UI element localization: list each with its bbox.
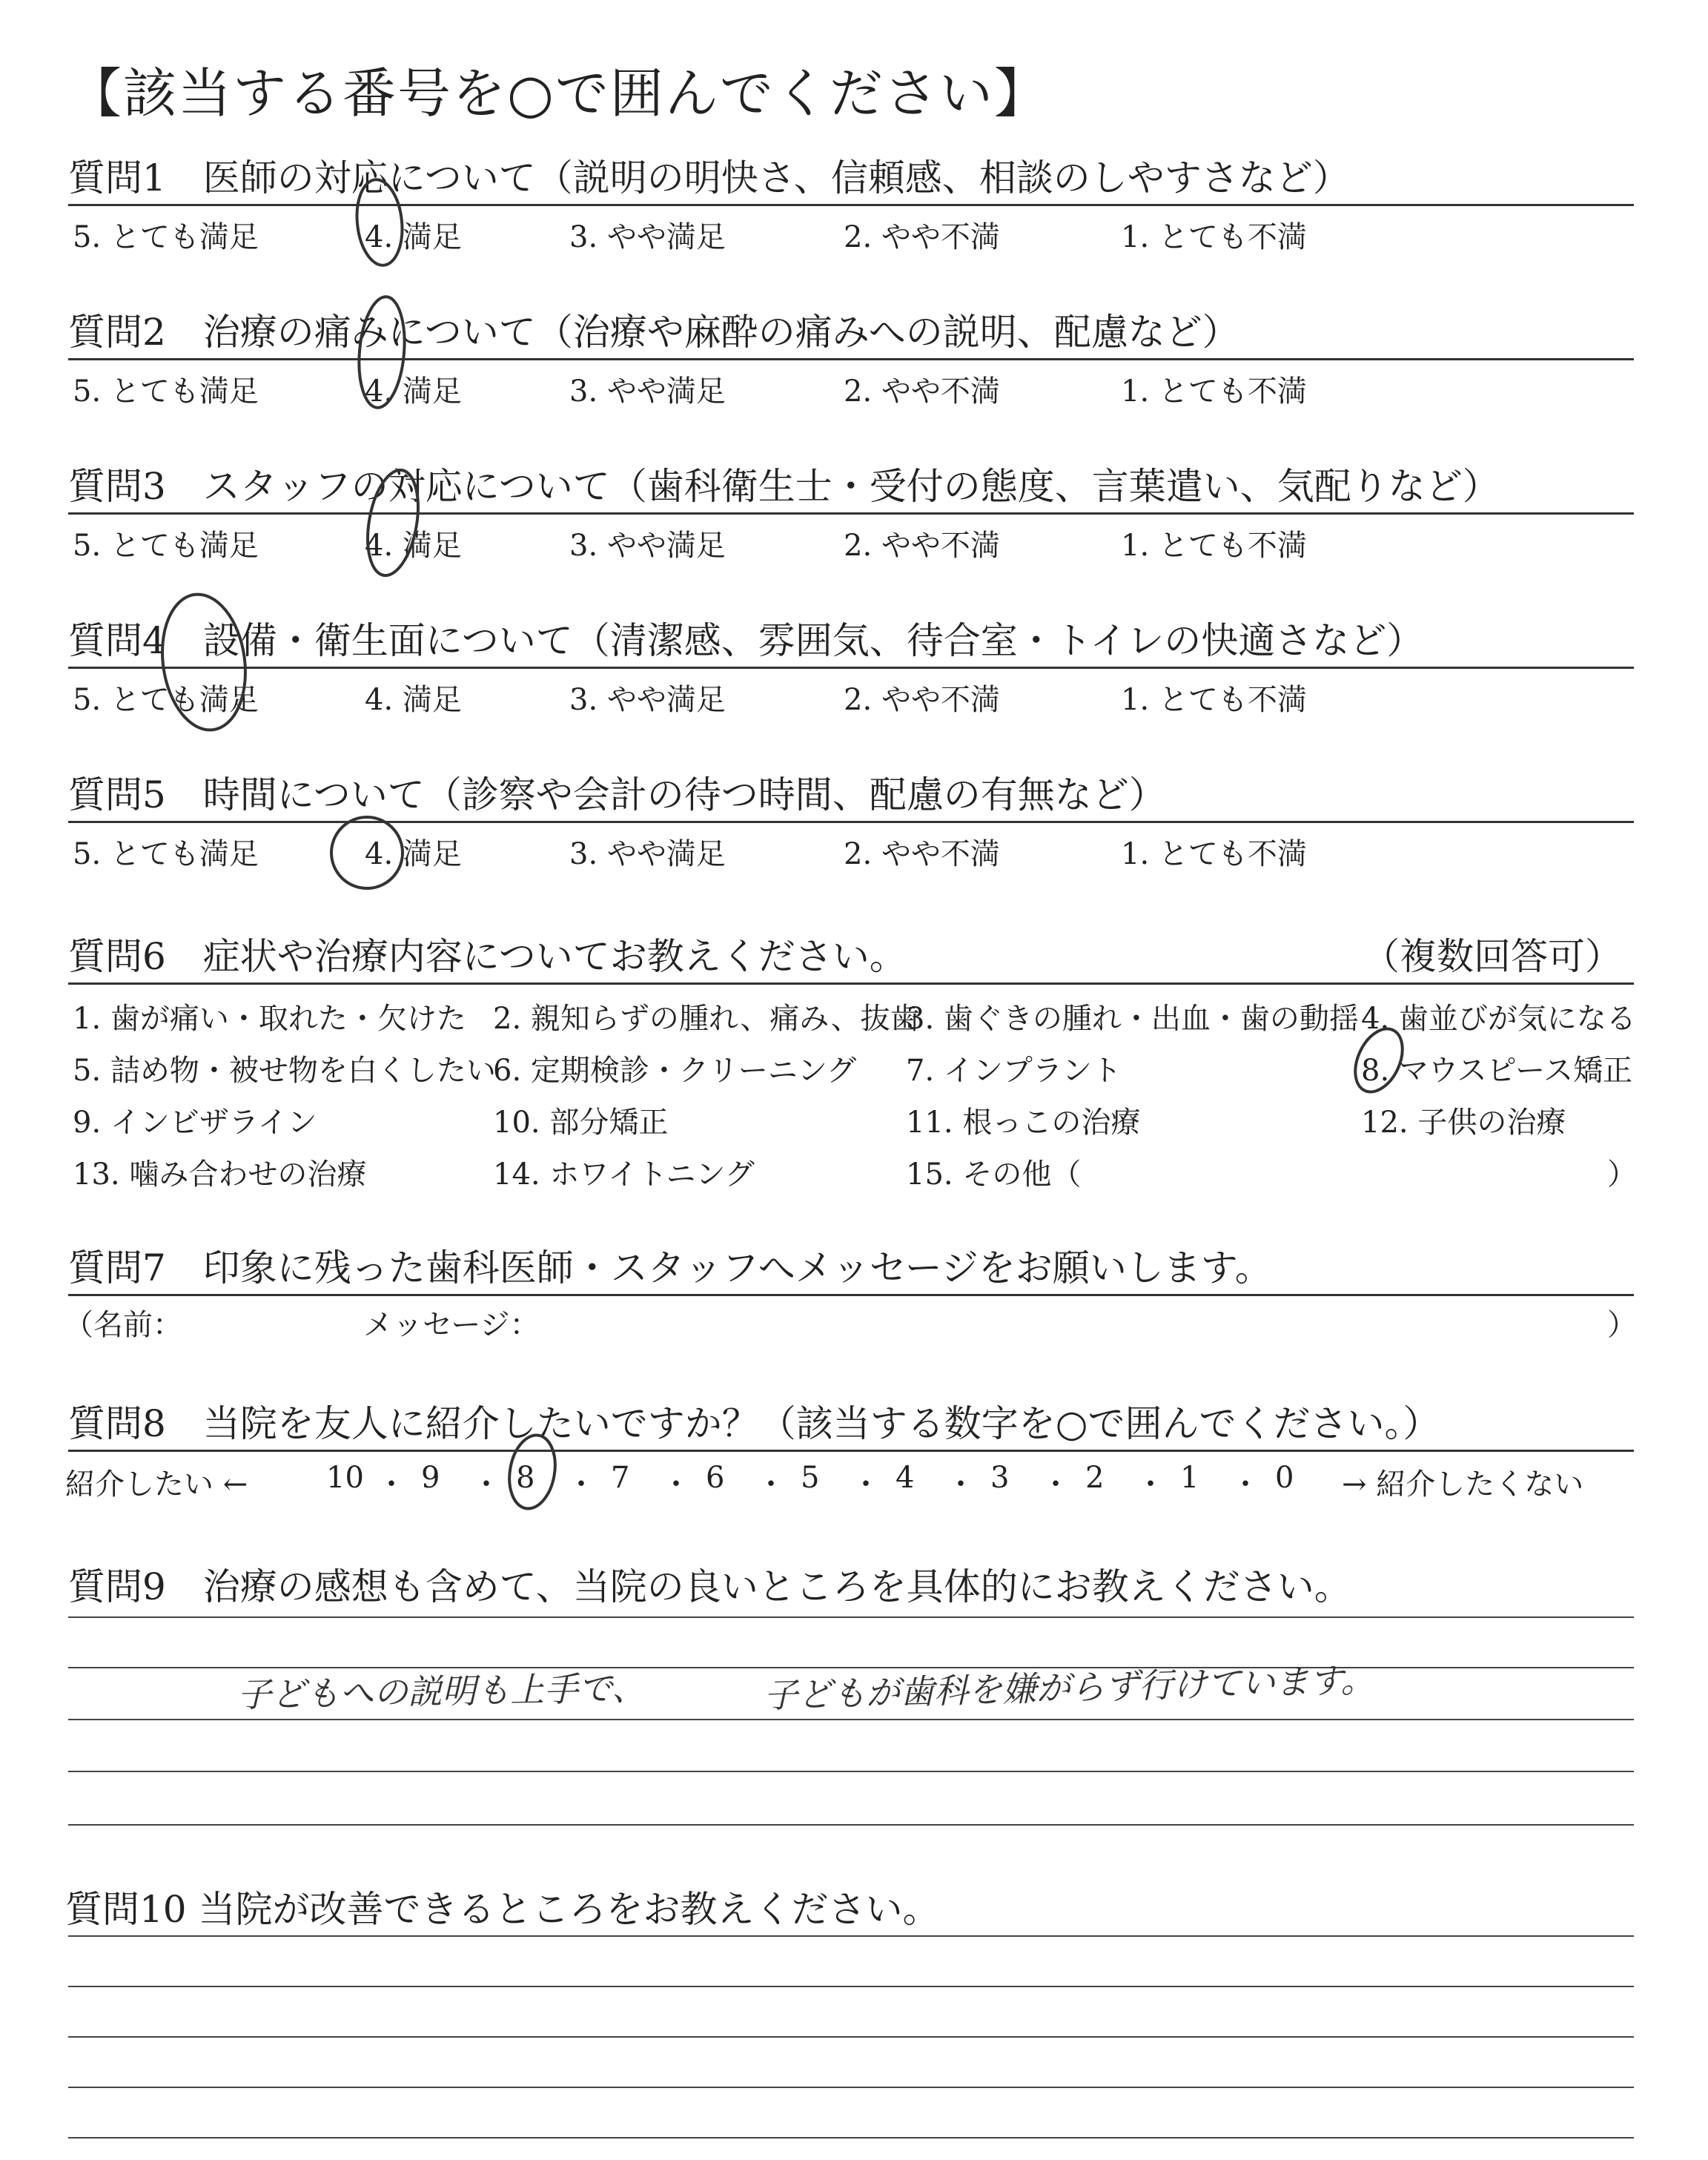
q1-option-3[interactable]: 3. やや満足: [569, 220, 726, 254]
q4-option-5[interactable]: 5. とても満足: [73, 683, 259, 717]
q1-title: 質問1 医師の対応について（説明の明快さ、信頼感、相談のしやすさなど）: [68, 156, 1350, 199]
q1-option-4[interactable]: 4. 満足: [365, 220, 462, 254]
q3-title: 質問3 スタッフの対応について（歯科衛生士・受付の態度、言葉遣い、気配りなど）: [68, 465, 1500, 508]
q9-handwritten-answer-2: 子どもが歯科を嫌がらず行けています。: [763, 1659, 1375, 1716]
q6-item-10[interactable]: 10. 部分矯正: [493, 1106, 669, 1140]
q5-title: 質問5 時間について（診察や会計の待つ時間、配慮の有無など）: [68, 773, 1166, 816]
q8-scale-6[interactable]: 6: [706, 1461, 725, 1495]
q8-scale-separator: ・: [756, 1467, 786, 1502]
q8-scale-9[interactable]: 9: [421, 1461, 440, 1495]
q1-option-1[interactable]: 1. とても不満: [1121, 220, 1307, 254]
q6-item-4[interactable]: 4. 歯並びが気になる: [1361, 1002, 1636, 1036]
q6-other-close-paren: ）: [1607, 1157, 1637, 1192]
q9-title: 質問9 治療の感想も含めて、当院の良いところを具体的にお教えください。: [68, 1565, 1351, 1608]
q5-option-2[interactable]: 2. やや不満: [844, 837, 1000, 871]
q3-selection-circle: [360, 466, 426, 580]
q8-scale-separator: ・: [1136, 1467, 1165, 1502]
q8-scale-separator: ・: [471, 1467, 501, 1502]
q4-title: 質問4 設備・衛生面について（清潔感、雰囲気、待合室・トイレの快適さなど）: [68, 619, 1424, 662]
q8-scale-7[interactable]: 7: [611, 1461, 630, 1495]
q1-option-2[interactable]: 2. やや不満: [844, 220, 1000, 254]
q8-scale-separator: ・: [946, 1467, 976, 1502]
q8-right-label: → 紹介したくない: [1342, 1467, 1584, 1502]
q8-scale-4[interactable]: 4: [896, 1461, 915, 1495]
q6-item-15[interactable]: 15. その他（: [906, 1157, 1082, 1192]
q3-option-1[interactable]: 1. とても不満: [1121, 529, 1307, 563]
q3-option-5[interactable]: 5. とても満足: [73, 529, 259, 563]
q6-item-14[interactable]: 14. ホワイトニング: [493, 1157, 755, 1192]
q6-item-3[interactable]: 3. 歯ぐきの腫れ・出血・歯の動揺: [906, 1002, 1359, 1036]
q3-option-3[interactable]: 3. やや満足: [569, 529, 726, 563]
q2-selection-circle: [355, 295, 409, 410]
q8-scale-2[interactable]: 2: [1085, 1461, 1105, 1495]
q8-selection-circle: [504, 1432, 560, 1513]
q8-scale-separator: ・: [661, 1467, 691, 1502]
q2-title: 質問2 治療の痛みについて（治療や麻酔の痛みへの説明、配慮など）: [68, 311, 1239, 354]
q3-option-2[interactable]: 2. やや不満: [844, 529, 1000, 563]
q8-scale-separator: ・: [377, 1467, 406, 1502]
q8-scale-separator: ・: [566, 1467, 596, 1502]
q7-close-paren: ）: [1607, 1308, 1637, 1342]
q1-option-5[interactable]: 5. とても満足: [73, 220, 259, 254]
q2-option-2[interactable]: 2. やや不満: [844, 374, 1000, 409]
q8-scale-separator: ・: [851, 1467, 881, 1502]
q4-option-1[interactable]: 1. とても不満: [1121, 683, 1307, 717]
q3-option-4[interactable]: 4. 満足: [365, 529, 462, 563]
q4-option-4[interactable]: 4. 満足: [365, 683, 462, 717]
q5-option-5[interactable]: 5. とても満足: [73, 837, 259, 871]
q1-selection-circle: [353, 177, 406, 268]
q6-note: （複数回答可）: [1363, 935, 1622, 978]
q6-item-13[interactable]: 13. 噛み合わせの治療: [73, 1157, 367, 1192]
q2-option-5[interactable]: 5. とても満足: [73, 374, 259, 409]
q5-selection-circle: [331, 817, 403, 888]
q6-selection-circle: [1346, 1021, 1412, 1099]
q7-message-label: メッセージ：: [363, 1308, 540, 1342]
q5-option-4[interactable]: 4. 満足: [365, 837, 462, 871]
q6-item-11[interactable]: 11. 根っこの治療: [906, 1106, 1141, 1140]
q2-option-4[interactable]: 4. 満足: [365, 374, 462, 409]
q6-item-12[interactable]: 12. 子供の治療: [1361, 1106, 1566, 1140]
q7-title: 質問7 印象に残った歯科医師・スタッフへメッセージをお願いします。: [68, 1246, 1272, 1289]
q6-item-7[interactable]: 7. インプラント: [906, 1054, 1122, 1088]
q8-scale-3[interactable]: 3: [990, 1461, 1010, 1495]
q8-scale-separator: ・: [1231, 1467, 1260, 1502]
q8-scale-5[interactable]: 5: [801, 1461, 820, 1495]
q6-item-1[interactable]: 1. 歯が痛い・取れた・欠けた: [73, 1002, 466, 1036]
q8-scale-1[interactable]: 1: [1180, 1461, 1199, 1495]
q4-option-3[interactable]: 3. やや満足: [569, 683, 726, 717]
q8-title: 質問8 当院を友人に紹介したいですか？（該当する数字を○で囲んでください。）: [68, 1402, 1440, 1445]
q5-option-1[interactable]: 1. とても不満: [1121, 837, 1307, 871]
q5-option-3[interactable]: 3. やや満足: [569, 837, 726, 871]
q6-item-6[interactable]: 6. 定期検診・クリーニング: [493, 1054, 857, 1088]
q8-scale-0[interactable]: 0: [1275, 1461, 1294, 1495]
q7-name-label: （名前：: [64, 1308, 182, 1342]
q8-scale-10[interactable]: 10: [326, 1461, 364, 1495]
q10-title: 質問10 当院が改善できるところをお教えください。: [65, 1888, 940, 1931]
q6-title: 質問6 症状や治療内容についてお教えください。: [68, 935, 907, 978]
q2-option-1[interactable]: 1. とても不満: [1121, 374, 1307, 409]
q2-option-3[interactable]: 3. やや満足: [569, 374, 726, 409]
q8-scale-8[interactable]: 8: [516, 1461, 535, 1495]
q6-item-2[interactable]: 2. 親知らずの腫れ、痛み、抜歯: [493, 1002, 920, 1036]
form-header: 【該当する番号を○で囲んでください】: [68, 62, 1049, 125]
q8-left-label: 紹介したい ←: [65, 1467, 248, 1502]
q8-scale-separator: ・: [1041, 1467, 1070, 1502]
q6-item-9[interactable]: 9. インビザライン: [73, 1106, 317, 1140]
q6-item-5[interactable]: 5. 詰め物・被せ物を白くしたい: [73, 1054, 496, 1088]
q6-item-8[interactable]: 8. マウスピース矯正: [1361, 1054, 1633, 1088]
q9-handwritten-answer-1: 子どもへの説明も上手で、: [236, 1668, 646, 1715]
q4-selection-circle: [154, 589, 254, 736]
q4-option-2[interactable]: 2. やや不満: [844, 683, 1000, 717]
